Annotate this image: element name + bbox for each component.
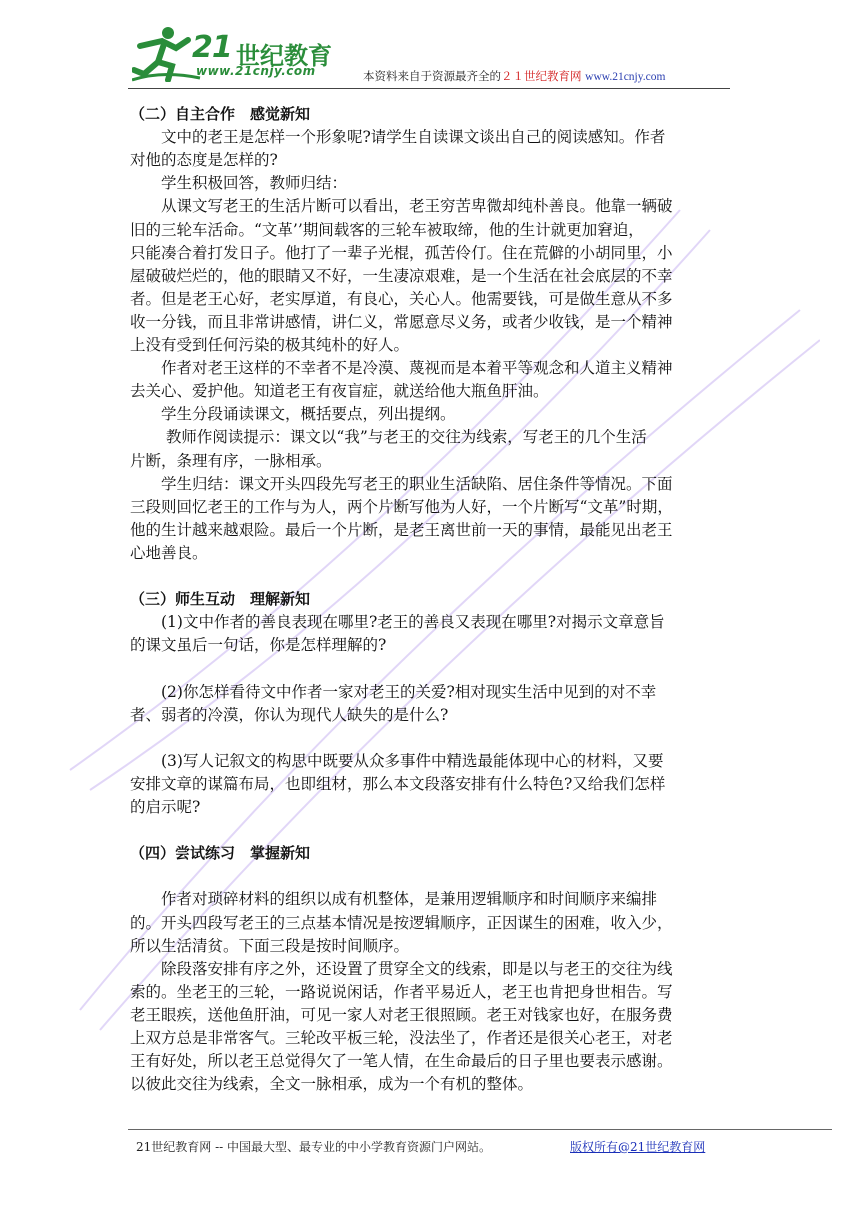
paragraph-line: 对他的态度是怎样的?	[130, 151, 278, 170]
paragraph-line: 收一分钱，而且非常讲感情，讲仁义，常愿意尽义务，或者少收钱，是一个精神	[130, 312, 673, 331]
logo-title: 世纪教育	[236, 42, 332, 70]
footer-copyright-link[interactable]: 版权所有@21世纪教育网	[570, 1140, 706, 1154]
paragraph-line: 三段则回忆老王的工作与为人，两个片断写他为人好，一个片断写“文革”时期，	[130, 497, 673, 516]
logo-url: www.21cnjy.com	[196, 64, 316, 78]
paragraph-line: 心地善良。	[130, 543, 208, 562]
footer-divider	[128, 1129, 832, 1130]
paragraph-line: 以彼此交往为线索，全文一脉相承，成为一个有机的整体。	[130, 1075, 534, 1094]
paragraph-line: 的启示呢?	[130, 798, 201, 816]
paragraph-line: 屋破破烂烂的，他的眼睛又不好，一生凄凉艰难，是一个生活在社会底层的不幸	[130, 266, 673, 285]
paragraph-line: 只能凑合着打发日子。他打了一辈子光棍，孤苦伶仃。住在荒僻的小胡同里，小	[130, 243, 673, 262]
paragraph-line: (1)文中作者的善良表现在哪里?老王的善良又表现在哪里?对揭示文章意旨	[130, 613, 665, 632]
paragraph-line: 学生分段诵读课文，概括要点，列出提纲。	[130, 405, 456, 424]
paragraph-line: 作者对琐碎材料的组织以成有机整体，是兼用逻辑顺序和时间顺序来编排	[130, 890, 658, 909]
header-brand-link[interactable]: ２１世纪教育网	[501, 69, 582, 83]
paragraph-line: 除段落安排有序之外，还设置了贯穿全文的线索，即是以与老王的交往为线	[130, 959, 673, 978]
header-divider	[128, 88, 730, 89]
footer-text: 21世纪教育网 -- 中国最大型、最专业的中小学教育资源门户网站。	[136, 1140, 492, 1154]
paragraph-line: (3)写人记叙文的构思中既要从众多事件中精选最能体现中心的材料，又要	[130, 751, 664, 770]
section-heading: （二）自主合作 感觉新知	[130, 105, 311, 123]
paragraph-line: 老王眼疾，送他鱼肝油，可见一家人对老王很照顾。老王对钱家也好，在服务费	[130, 1005, 673, 1024]
paragraph-line: 的课文虽后一句话，你是怎样理解的?	[130, 636, 387, 655]
paragraph-line: 教师作阅读提示：课文以“我”与老王的交往为线索，写老王的几个生活	[130, 428, 647, 447]
paragraph-line: 安排文章的谋篇布局，也即组材，那么本文段落安排有什么特色?又给我们怎样	[130, 774, 666, 793]
paragraph-line: 去关心、爱护他。知道老王有夜盲症，就送给他大瓶鱼肝油。	[130, 382, 549, 401]
paragraph-line: 者、弱者的冷漠，你认为现代人缺失的是什么?	[130, 705, 449, 724]
paragraph-line: 所以生活清贫。下面三段是按时间顺序。	[130, 936, 410, 955]
paragraph-line: 索的。坐老王的三轮，一路说说闲话，作者平易近人，老王也肯把身世相告。写	[130, 982, 673, 1001]
paragraph-line: 学生积极回答，教师归结：	[130, 174, 348, 193]
paragraph-line: 的。开头四段写老王的三点基本情况是按逻辑顺序，正因谋生的困难，收入少，	[130, 913, 673, 932]
logo-mark: 21	[192, 30, 232, 65]
paragraph-line: 王有好处，所以老王总觉得欠了一笔人情，在生命最后的日子里也要表示感谢。	[130, 1052, 673, 1071]
paragraph-line: 片断，条理有序，一脉相承。	[130, 451, 332, 470]
site-logo[interactable]	[132, 22, 352, 86]
paragraph-line: 上双方总是非常客气。三轮改平板三轮，没法坐了，作者还是很关心老王，对老	[130, 1029, 673, 1047]
paragraph-line: 上没有受到任何污染的极其纯朴的好人。	[130, 336, 410, 354]
paragraph-line: 他的生计越来越艰险。最后一个片断，是老王离世前一天的事情，最能见出老王	[130, 520, 673, 539]
paragraph-line: (2)你怎样看待文中作者一家对老王的关爱?相对现实生活中见到的对不幸	[130, 682, 657, 701]
paragraph-line: 从课文写老王的生活片断可以看出，老王穷苦卑微却纯朴善良。他靠一辆破	[130, 197, 673, 216]
paragraph-line: 者。但是老王心好，老实厚道，有良心，关心人。他需要钱，可是做生意从不多	[130, 289, 673, 308]
paragraph-line: 文中的老王是怎样一个形象呢?请学生自读课文谈出自己的阅读感知。作者	[130, 128, 666, 147]
paragraph-line: 学生归结：课文开头四段先写老王的职业生活缺陷、居住条件等情况。下面	[130, 474, 673, 493]
header-note-prefix: 本资料来自于资源最齐全的	[363, 69, 501, 83]
section-heading: （四）尝试练习 掌握新知	[130, 844, 311, 863]
section-heading: （三）师生互动 理解新知	[130, 590, 311, 609]
paragraph-line: 作者对老王这样的不幸者不是冷漠、蔑视而是本着平等观念和人道主义精神	[130, 359, 673, 378]
header-url-link[interactable]: www.21cnjy.com	[585, 71, 666, 83]
paragraph-line: 旧的三轮车活命。“文革’’期间载客的三轮车被取缔，他的生计就更加窘迫，	[130, 220, 644, 239]
header-note	[363, 68, 665, 84]
